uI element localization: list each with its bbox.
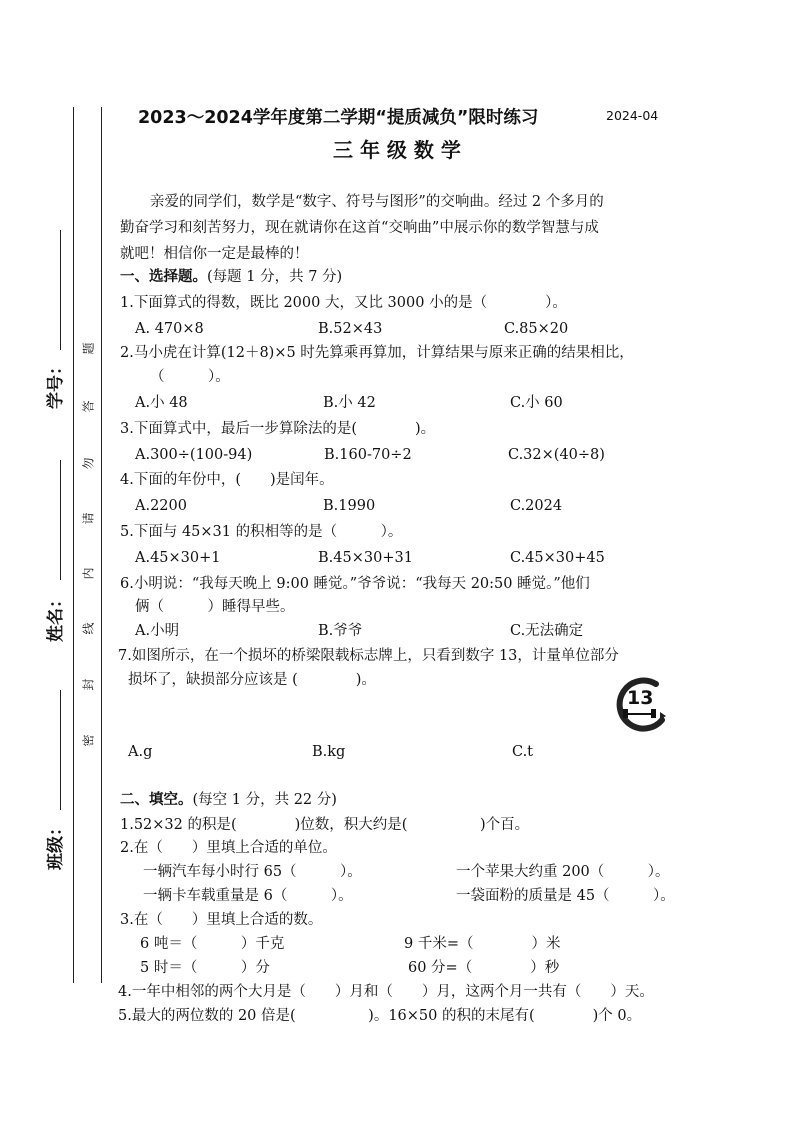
option-b: B.爷爷: [318, 623, 363, 639]
seal-char: 内: [81, 567, 96, 580]
class-blank: [60, 690, 61, 810]
name-label: 姓名：: [46, 591, 66, 642]
fill-item: 一辆卡车载重量是 6（ ）。: [143, 888, 353, 904]
binding-line-outer: [73, 107, 74, 983]
question-stem: 7.如图所示，在一个损坏的桥梁限载标志牌上，只看到数字 13，计量单位部分: [118, 648, 619, 664]
fill-question: 4.一年中相邻的两个大月是（ ）月和（ ）月，这两个月一共有（ ）天。: [118, 984, 654, 1000]
question-stem: 1.下面算式的得数，既比 2000 大，又比 3000 小的是（ ）。: [120, 295, 567, 311]
page-subtitle: 三 年 级 数 学: [333, 138, 461, 162]
question-stem-cont: （ ）。: [150, 369, 230, 385]
intro-line: 就吧！相信你一定是最棒的！: [120, 246, 309, 262]
fill-question: 5.最大的两位数的 20 倍是( )。16×50 的积的末尾有( )个 0。: [118, 1008, 642, 1024]
option-a: A.300÷(100-94): [135, 447, 253, 463]
seal-char: 线: [81, 622, 96, 635]
question-stem-cont: 俩（ ）睡得早些。: [135, 599, 295, 615]
option-a: A. 470×8: [135, 321, 204, 337]
option-c: C.85×20: [504, 321, 569, 337]
fill-item: 60 分=（ ）秒: [408, 960, 560, 976]
option-a: A.小明: [135, 623, 180, 639]
class-label: 班级：: [46, 819, 66, 870]
section2-note: (每空 1 分，共 22 分): [192, 792, 337, 808]
question-stem: 2.马小虎在计算(12＋8)×5 时先算乘再算加，计算结果与原来正确的结果相比，: [120, 345, 634, 361]
question-stem: 3.下面算式中，最后一步算除法的是( )。: [120, 421, 436, 437]
seal-char: 题: [81, 342, 96, 355]
seal-char: 请: [81, 512, 96, 525]
weight-limit-sign-image: [608, 676, 670, 732]
fill-item: 6 吨＝（ ）千克: [140, 936, 285, 952]
student-id-label: 学号：: [46, 358, 66, 409]
fill-item: 一辆汽车每小时行 65（ ）。: [143, 864, 362, 880]
exam-date: 2024-04: [606, 108, 659, 123]
question-stem: 5.下面与 45×31 的积相等的是（ ）。: [120, 524, 403, 540]
option-b: B.1990: [323, 498, 376, 514]
option-b: B.52×43: [318, 321, 383, 337]
seal-char: 封: [81, 678, 96, 691]
fill-item: 9 千米=（ ）米: [404, 936, 561, 952]
sign-number: 13: [627, 687, 654, 709]
seal-char: 答: [81, 400, 96, 413]
fill-question: 3.在（ ）里填上合适的数。: [120, 912, 323, 928]
fill-item: 一个苹果大约重 200（ ）。: [456, 864, 670, 880]
section2-heading: [120, 791, 337, 809]
option-a: A.g: [128, 744, 153, 760]
option-a: A.2200: [135, 498, 187, 514]
section1-title: 一、选择题。: [120, 269, 207, 285]
name-blank: [60, 460, 61, 580]
seal-char: 密: [81, 734, 96, 747]
intro-line: 亲爱的同学们，数学是“数字、符号与图形”的交响曲。经过 2 个多月的: [150, 194, 604, 210]
question-stem: 4.下面的年份中，( )是闰年。: [120, 472, 334, 488]
intro-line: 勤奋学习和刻苦努力，现在就请你在这首“交响曲”中展示你的数学智慧与成: [120, 220, 599, 236]
fill-item: 一袋面粉的质量是 45（ ）。: [456, 888, 675, 904]
option-a: A.45×30+1: [135, 550, 221, 566]
option-b: B.160-70÷2: [324, 447, 412, 463]
option-c: C.2024: [510, 498, 563, 514]
option-c: C.32×(40÷8): [508, 447, 605, 463]
fill-item: 5 时＝（ ）分: [140, 960, 270, 976]
section1-heading: [120, 268, 342, 286]
student-id-blank: [60, 230, 61, 350]
section2-title: 二、填空。: [120, 792, 193, 808]
option-c: C.小 60: [510, 395, 563, 411]
option-b: B.小 42: [323, 395, 376, 411]
question-stem: 6.小明说：“我每天晚上 9:00 睡觉。”爷爷说：“我每天 20:50 睡觉。”他们: [120, 576, 590, 592]
section1-note: (每题 1 分，共 7 分): [207, 269, 343, 285]
binding-line-inner: [101, 107, 102, 983]
option-b: B.45×30+31: [318, 550, 413, 566]
option-c: C.45×30+45: [510, 550, 605, 566]
seal-char: 勿: [81, 457, 96, 470]
question-stem-cont: 损坏了，缺损部分应该是 ( )。: [128, 672, 376, 688]
option-c: C.t: [512, 744, 534, 760]
fill-question: 1.52×32 的积是( )位数，积大约是( )个百。: [120, 817, 530, 833]
page-title: 2023～2024学年度第二学期“提质减负”限时练习: [138, 108, 539, 128]
option-c: C.无法确定: [510, 623, 584, 639]
option-b: B.kg: [312, 744, 346, 760]
option-a: A.小 48: [135, 395, 188, 411]
fill-question: 2.在（ ）里填上合适的单位。: [120, 840, 337, 856]
